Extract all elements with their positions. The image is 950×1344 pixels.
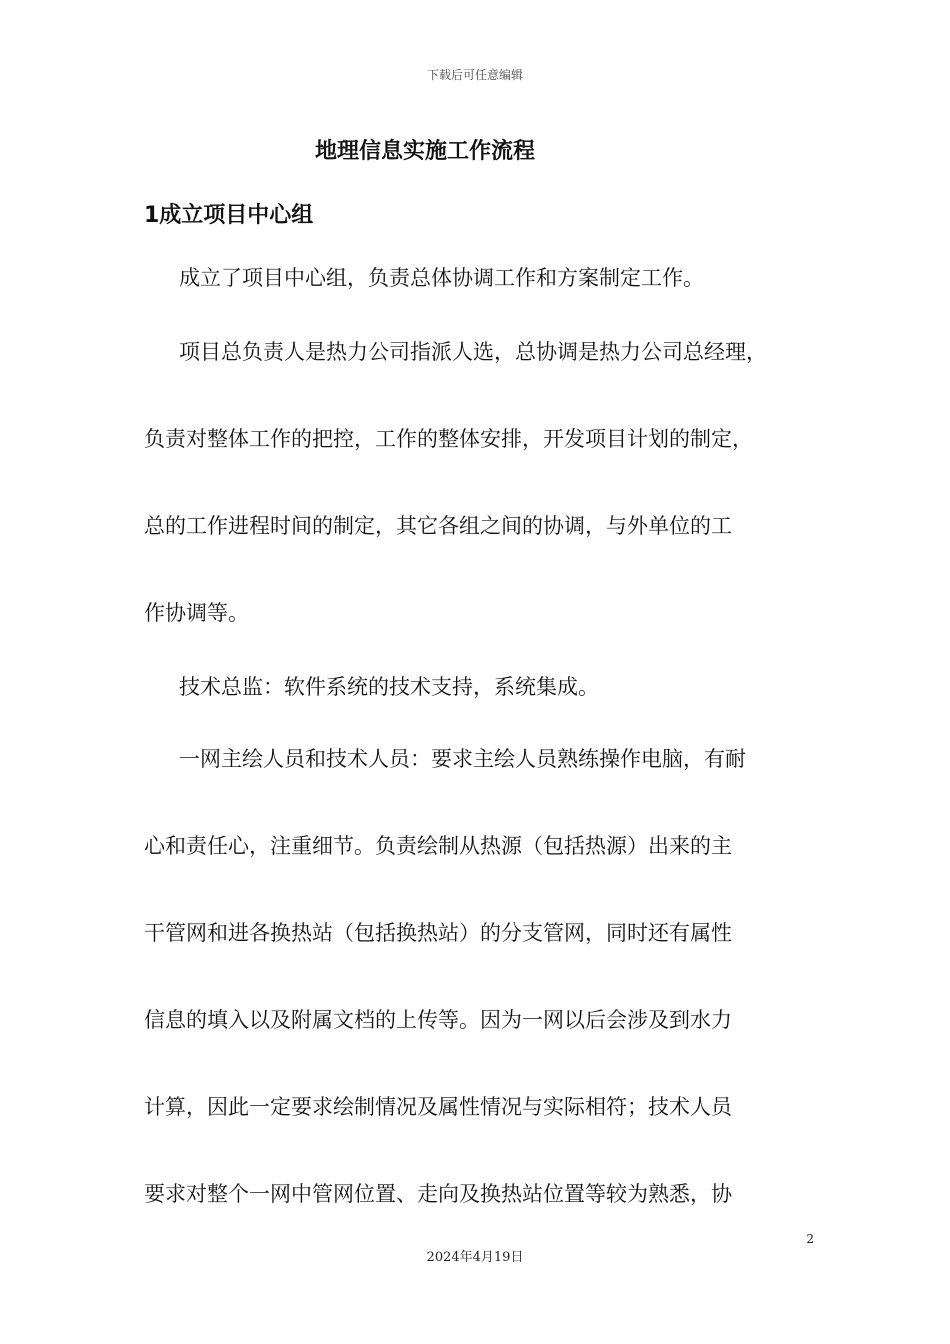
paragraph-line: 作协调等。 — [144, 601, 249, 625]
paragraph-line: 心和责任心，注重细节。负责绘制从热源（包括热源）出来的主 — [144, 834, 732, 858]
footer-date: 2024年4月19日 — [426, 1250, 524, 1265]
section-heading: 1成立项目中心组 — [144, 203, 314, 228]
paragraph-line: 负责对整体工作的把控，工作的整体安排，开发项目计划的制定， — [144, 427, 753, 451]
document-title: 地理信息实施工作流程 — [314, 139, 535, 164]
header-note: 下载后可任意编辑 — [426, 68, 523, 82]
paragraph-line: 技术总监：软件系统的技术支持，系统集成。 — [179, 675, 599, 699]
page-number: 2 — [806, 1232, 814, 1246]
paragraph-line: 项目总负责人是热力公司指派人选，总协调是热力公司总经理， — [179, 340, 767, 364]
paragraph-line: 一网主绘人员和技术人员：要求主绘人员熟练操作电脑，有耐 — [179, 747, 746, 771]
paragraph-line: 成立了项目中心组，负责总体协调工作和方案制定工作。 — [179, 266, 704, 290]
paragraph-line: 计算，因此一定要求绘制情况及属性情况与实际相符；技术人员 — [144, 1095, 732, 1119]
paragraph-line: 信息的填入以及附属文档的上传等。因为一网以后会涉及到水力 — [144, 1008, 732, 1032]
paragraph-line: 干管网和进各换热站（包括换热站）的分支管网，同时还有属性 — [144, 921, 732, 945]
paragraph-line: 要求对整个一网中管网位置、走向及换热站位置等较为熟悉，协 — [144, 1182, 732, 1206]
paragraph-line: 总的工作进程时间的制定，其它各组之间的协调，与外单位的工 — [144, 514, 732, 538]
